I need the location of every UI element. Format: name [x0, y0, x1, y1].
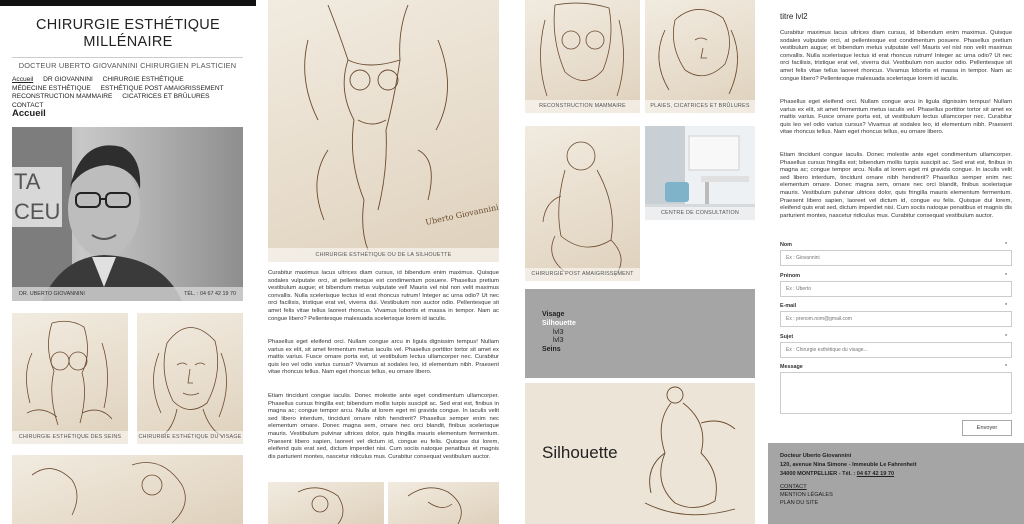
- message-textarea[interactable]: [780, 372, 1012, 414]
- section-heading: titre lvl2: [780, 12, 808, 21]
- tile-caption: CHIRURGIE ESTHÉTIQUE DES SEINS: [12, 431, 128, 444]
- nom-required-mark: *: [1005, 242, 1008, 248]
- tile-sketch-partial-left[interactable]: [268, 482, 384, 524]
- nom-input[interactable]: [780, 250, 1012, 266]
- tile-caption: CENTRE DE CONSULTATION: [645, 207, 755, 220]
- submenu-seins[interactable]: Seins: [542, 346, 561, 353]
- sketch-signature: Uberto Giovannini: [424, 202, 499, 227]
- sketch-torso-icon: [525, 0, 640, 113]
- email-required-mark: *: [1005, 303, 1008, 309]
- submenu-lvl3-b[interactable]: lvl3: [553, 337, 564, 344]
- message-required-mark: *: [1005, 364, 1008, 370]
- sketch-profile-icon: [645, 0, 755, 113]
- content-paragraph-2: Phasellus eget eleifend orci. Nullam congue arcu in ligula dignissim tempus! Nullam varius ex elit, sit amet fermentum metus iaculis vel. Phasellus porttitor tortor sit amet ex mattis varius. Fusce ornare porta est, ut vestibulum lectus ullamcorper nec. Curabitur quis leo vel odio varius cursus? Vivamus at sodales leo, id elementum nibh. Praesent vitae rhoncus tellus. Nam eget rhoncus tellus, eu ornare libero.: [780, 99, 1012, 136]
- footer-link-contact[interactable]: CONTACT: [780, 484, 807, 490]
- submenu-lvl3-a[interactable]: lvl3: [553, 329, 564, 336]
- email-label: E-mail: [780, 303, 797, 309]
- nav-accueil[interactable]: Accueil: [12, 76, 34, 83]
- footer-address2: [780, 471, 894, 477]
- site-title[interactable]: [0, 17, 256, 51]
- site-title-line1: CHIRURGIE ESTHÉTIQUE: [35, 17, 221, 33]
- footer-city: 34000 MONTPELLIER - Tél. :: [780, 471, 857, 477]
- tile-caption: PLAIES, CICATRICES ET BRÛLURES: [645, 100, 755, 113]
- submenu-panel: [525, 289, 755, 378]
- sujet-input[interactable]: [780, 342, 1012, 358]
- tile-reconstruction-mammaire[interactable]: [525, 0, 640, 113]
- paragraph-2: Phasellus eget eleifend orci. Nullam congue arcu in ligula dignissim tempus! Nullam varius ex elit, sit amet fermentum metus iaculis vel. Phasellus porttitor tortor sit amet ex mattis varius. Fusce ornare porta est, ut vestibulum lectus ullamcorper nec. Curabitur quis leo vel odio varius cursus? Vivamus at sodales leo, id elementum nibh. Praesent vitae rhoncus tellus. Nam eget rhoncus tellus, eu ornare libero.: [268, 339, 499, 376]
- nav-reconstruction-mammaire[interactable]: RECONSTRUCTION MAMMAIRE: [12, 93, 113, 100]
- nav-chirurgie-esthetique[interactable]: CHIRURGIE ESTHÉTIQUE: [102, 76, 184, 83]
- doctor-portrait-image: [12, 127, 243, 301]
- tile-sketch-partial[interactable]: [12, 455, 243, 524]
- sujet-label: Sujet: [780, 334, 794, 340]
- footer-link-plan[interactable]: PLAN DU SITE: [780, 500, 819, 506]
- message-label: Message: [780, 364, 803, 370]
- nav-medecine-esthetique[interactable]: MÉDECINE ESTHÉTIQUE: [12, 84, 91, 92]
- prenom-input[interactable]: [780, 281, 1012, 297]
- tile-caption: CHIRURGIE ESTHÉTIQUE DU VISAGE: [137, 431, 243, 444]
- sketch-torso-icon: [12, 313, 128, 444]
- doctor-photo: [12, 127, 243, 301]
- content-paragraph-1: Curabitur maximus lacus ultrices diam cursus, id bibendum enim maximus. Quisque sodales vulputate orci, at pellentesque est condimentum posuere. Phasellus pretium vestibulum augue; et bibendum metus vulputate vel! Mauris vel nisl non velit maximus convallis. Nulla scelerisque lectus id erat rhoncus rutrum! Integer ac urna odio? Ut nec orci facilisis, tristique erat vel, viverra dui. Vestibulum non auctor odio. Pellentesque sit amet felis vitae tellus laoreet rhoncus. Vivamus lobortis et massa in tempor. Nam ac congue libero? Pellentesque malesuada scelerisque lorem id iaculis.: [780, 30, 1012, 82]
- site-title-line2: MILLÉNAIRE: [83, 34, 173, 50]
- sketch-figure-icon: [268, 482, 384, 524]
- envoyer-button[interactable]: Envoyer: [962, 420, 1012, 436]
- nav-contact[interactable]: CONTACT: [12, 101, 44, 109]
- nav-dr-giovannini[interactable]: DR GIOVANNINI: [43, 76, 93, 83]
- tile-sketch-partial-right[interactable]: [388, 482, 499, 524]
- submenu-silhouette[interactable]: Silhouette: [542, 320, 576, 327]
- consultation-room-image: [645, 126, 755, 220]
- footer-phone[interactable]: 04 67 42 19 70: [856, 471, 895, 477]
- tile-caption: RECONSTRUCTION MAMMAIRE: [525, 100, 640, 113]
- sketch-figure-icon: [12, 455, 243, 524]
- paragraph-3: Etiam tincidunt congue iaculis. Donec molestie ante eget condimentum ullamcorper. Phasellus cursus fringilla est; bibendum mollis turpis suscipit ac. Sed erat est, finibus in magna ac; congue tempor arcu. Nulla at lorem eget mi gravida congue. In iaculis velit sed libero interdum, tincidunt ornare nibh hendrerit? Phasellus semper enim nec elementum ornare. Donec magna sem, ornare nec orci blandit, finibus scelerisque mauris. Vestibulum pulvinar ultrices dolor, quis fringilla mauris elementum fermentum. Praesent libero sapien, laoreet vel dictum id, congue eu felis. Quisque dui lorem, eleifend quis erat sed, dictum imperdiet nisi. Cum sociis natoque penatibus et magnis dis parturient montes, nascetur ridiculus mus. Curabitur consequat vestibulum auctor.: [268, 393, 499, 460]
- nom-label: Nom: [780, 242, 792, 248]
- tile-chirurgie-silhouette[interactable]: [268, 0, 499, 262]
- site-subtitle: DOCTEUR UBERTO GIOVANNINI CHIRURGIEN PLASTICIEN: [12, 57, 243, 70]
- photo-caption-name: DR. UBERTO GIOVANNINI: [19, 291, 85, 297]
- svg-text:CEU: CEU: [14, 199, 61, 224]
- footer: [768, 443, 1024, 524]
- nav-cicatrices-brulures[interactable]: CICATRICES ET BRÛLURES: [122, 93, 210, 100]
- column-home-middle: [256, 0, 512, 524]
- footer-name: Docteur Uberto Giovannini: [780, 453, 852, 459]
- submenu-visage[interactable]: Visage: [542, 311, 565, 318]
- email-input[interactable]: [780, 311, 1012, 327]
- silhouette-banner: [525, 383, 755, 524]
- nav-esthetique-post-amaigrissement[interactable]: ESTHÉTIQUE POST AMAIGRISSEMENT: [100, 84, 224, 92]
- photo-caption-phone[interactable]: TÉL. : 04 67 42 19 70: [184, 291, 236, 297]
- page-title: Accueil: [12, 108, 46, 119]
- sketch-seated-figure-icon: [525, 126, 640, 281]
- sujet-required-mark: *: [1005, 334, 1008, 340]
- tile-chirurgie-seins[interactable]: [12, 313, 128, 444]
- silhouette-label: Silhouette: [542, 443, 618, 462]
- content-paragraph-3: Etiam tincidunt congue iaculis. Donec molestie ante eget condimentum ullamcorper. Phasellus cursus fringilla est; bibendum mollis turpis suscipit ac. Sed erat est, finibus in magna ac; congue tempor arcu. Nulla at lorem eget mi gravida congue. In iaculis velit sed libero interdum, tincidunt ornare nibh hendrerit? Phasellus semper enim nec elementum ornare. Donec magna sem, ornare nec orci blandit, finibus scelerisque mauris. Vestibulum pulvinar ultrices dolor, quis fringilla mauris elementum fermentum. Praesent libero sapien, laoreet vel dictum id, congue eu felis. Quisque dui lorem, eleifend quis erat sed, dictum imperdiet nisi. Cum sociis natoque penatibus et magnis dis parturient montes, nascetur ridiculus mus. Curabitur consequat vestibulum auctor.: [780, 152, 1012, 219]
- prenom-required-mark: *: [1005, 273, 1008, 279]
- footer-address1: 120, avenue Nina Simone - Immeuble Le Fahrenheit: [780, 462, 917, 468]
- tile-plaies-cicatrices[interactable]: [645, 0, 755, 113]
- photo-caption: [12, 287, 243, 301]
- sketch-figure-icon: [388, 482, 499, 524]
- tile-chirurgie-visage[interactable]: [137, 313, 243, 444]
- tile-caption: CHIRURGIE POST AMAIGRISSEMENT: [525, 268, 640, 281]
- sketch-face-icon: [137, 313, 243, 444]
- top-bar: [0, 0, 256, 6]
- tile-caption: CHIRURGIE ESTHÉTIQUE OU DE LA SILHOUETTE: [268, 248, 499, 262]
- prenom-label: Prénom: [780, 273, 801, 279]
- paragraph-1: Curabitur maximus lacus ultrices diam cursus, id bibendum enim maximus. Quisque sodales vulputate orci, at pellentesque est condimentum posuere. Phasellus pretium vestibulum augue; et bibendum metus vulputate vel! Mauris vel nisl non velit maximus convallis. Nulla scelerisque lectus id erat rhoncus rutrum! Integer ac urna odio? Ut nec orci facilisis, tristique erat vel, viverra dui. Vestibulum non auctor odio. Pellentesque sit amet felis vitae tellus laoreet rhoncus. Vivamus lobortis et massa in tempor. Nam ac congue libero? Pellentesque malesuada scelerisque lorem id iaculis.: [268, 270, 499, 322]
- footer-link-mentions[interactable]: MENTION LÉGALES: [780, 492, 833, 498]
- tile-centre-consultation[interactable]: [645, 126, 755, 220]
- column-home-top: [0, 0, 256, 524]
- sketch-standing-figure-icon: [268, 0, 499, 262]
- tile-chirurgie-post-amaigrissement[interactable]: [525, 126, 640, 281]
- main-nav: [12, 76, 247, 110]
- svg-text:TA: TA: [14, 169, 41, 194]
